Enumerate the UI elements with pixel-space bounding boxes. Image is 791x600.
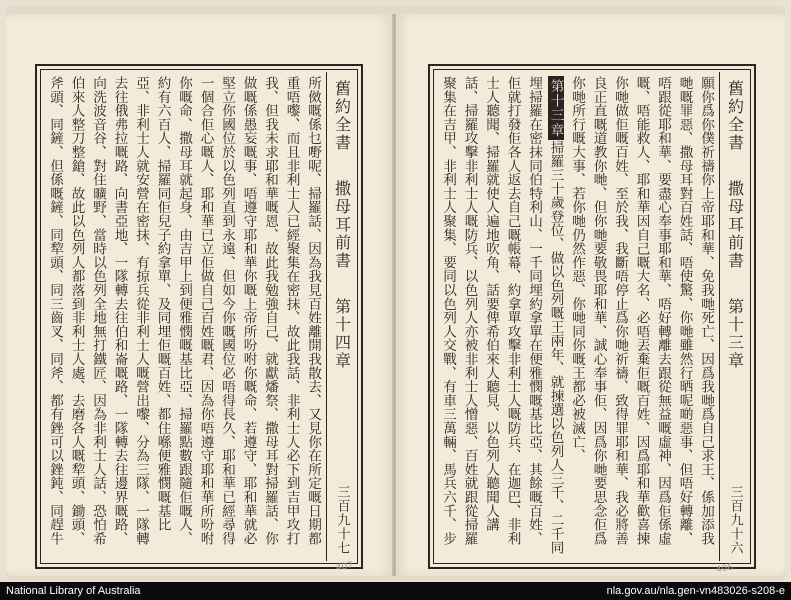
item-url[interactable]: nla.gov.au/nla.gen-vn483026-s208-e	[606, 585, 785, 597]
running-title: 舊約全書	[332, 80, 352, 152]
page-stamp: 407	[335, 560, 354, 574]
chapter-label: 第十四章	[332, 298, 352, 370]
book-title: 撒母耳前書	[725, 180, 745, 270]
library-name: National Library of Australia	[6, 585, 141, 597]
page-stamp: 406	[715, 562, 734, 576]
chapter-opening-text: 掃羅三十歲登位、做以色列嘅王兩年、就揀選以色列人三千、二千同埋掃羅在密抹同伯特利山、一千同埋約拿單在便雅憫嘅基比亞、其餘嘅百姓、佢就打發佢各人返去自己嘅帳幕、約拿單攻擊非利士人嘅防兵、在迦巴、非利士人聽聞、掃羅就使人遍地吹角、話要俾希伯來人聽見、以色列人聽聞人講話、掃羅攻擊非利士人嘅防兵、以色列人亦被非利士人憎惡、百姓就跟從掃羅聚集在吉甲、非利士人聚集、要同以色列人交戰、有車三萬輛、馬兵六千、步	[440, 76, 564, 555]
book-title: 撒母耳前書	[332, 180, 352, 270]
left-page-margin-column	[326, 72, 357, 561]
right-page-frame	[428, 64, 756, 569]
verse-text: 願你爲你僕祈禱你上帝耶和華、免我哋死亡、因爲我哋爲自己求王、係加添我哋嘅罪惡、撒母耳對百姓話、唔使驚、你哋雖然行晒呢啲惡事、但唔好轉離、唔跟從耶和華、要盡心奉事耶和華、唔好轉離去跟從無益嘅虛神、因爲佢係虛嘅、唔能救人、耶和華因自己嘅大名、必唔丟棄佢嘅百姓、因爲耶和華歡喜揀你哋做佢嘅百姓、至於我、我斷唔停止爲你哋祈禱、致得罪耶和華、我必將善良正直嘅道教你哋、但你哋要敬畏耶和華、誠心奉事佢、因爲你哋要思念佢爲你哋所行嘅大事、若你哋仍然作惡、你哋同你嘅王都必被滅亡、	[569, 76, 714, 546]
page-number: 三百九十六	[727, 485, 743, 555]
verse-text: 所傚嘅係乜嘢呢、掃羅話、因為我見百姓離開我散去、又見你在所定嘅日期都重唔嚟、而且非利士人已經聚集在密抹、故此我話、非利士人必下到吉甲攻打我、但我未求耶和華嘅恩、故此我勉強自己、就獻燔祭、撒母耳對掃羅話、你做嘅係愚妄嘅事、唔遵守耶和華你嘅上帝所吩咐你嘅命、若遵守、耶和華就必堅立你國位於以色列直到永遠、但如今你嘅國位必唔得長久、耶和華已經尋得一個合佢心嘅人、耶和華已立佢做自己百姓嘅君、因為你唔遵守耶和華所吩咐你嘅命、撒母耳就起身、由吉甲上到便雅憫嘅基比亞、掃羅點數跟隨佢嘅人、約有六百人、掃羅同佢兒子約拿單、及同埋佢嘅百姓、都住喺便雅憫嘅基比亞、非利士人就安營在密抹、有掠兵從非利士人嘅營出嚟、分為三隊、一隊轉去往俄弗拉嘅路、向書亞地、一隊轉去往伯和崙嘅路、一隊轉去往邊界嘅路、向洗波音谷、對住曠野、當時以色列全地無打鐵匠、因為非利士人話、恐怕希伯來人整刀整鎗、故此以色列人都落到非利士人處、去磨各人嘅犂頭、鋤頭、斧頭、同鏟、但係嘅鏟、同犂頭、同三齒叉、同斧、都有銼可以銼鈍、同趕牛	[47, 76, 321, 546]
chapter-label: 第十三章	[725, 298, 745, 370]
right-page-text	[440, 76, 716, 557]
right-page	[396, 14, 785, 576]
right-page-margin-column	[719, 72, 750, 561]
chapter-heading: 第十三章	[548, 76, 564, 140]
left-page-text	[47, 76, 323, 557]
page-number: 三百九十七	[334, 485, 350, 555]
library-footer-bar	[0, 582, 791, 600]
running-title: 舊約全書	[725, 80, 745, 152]
left-page	[6, 14, 393, 576]
left-page-frame	[35, 64, 363, 569]
open-book	[6, 6, 785, 580]
